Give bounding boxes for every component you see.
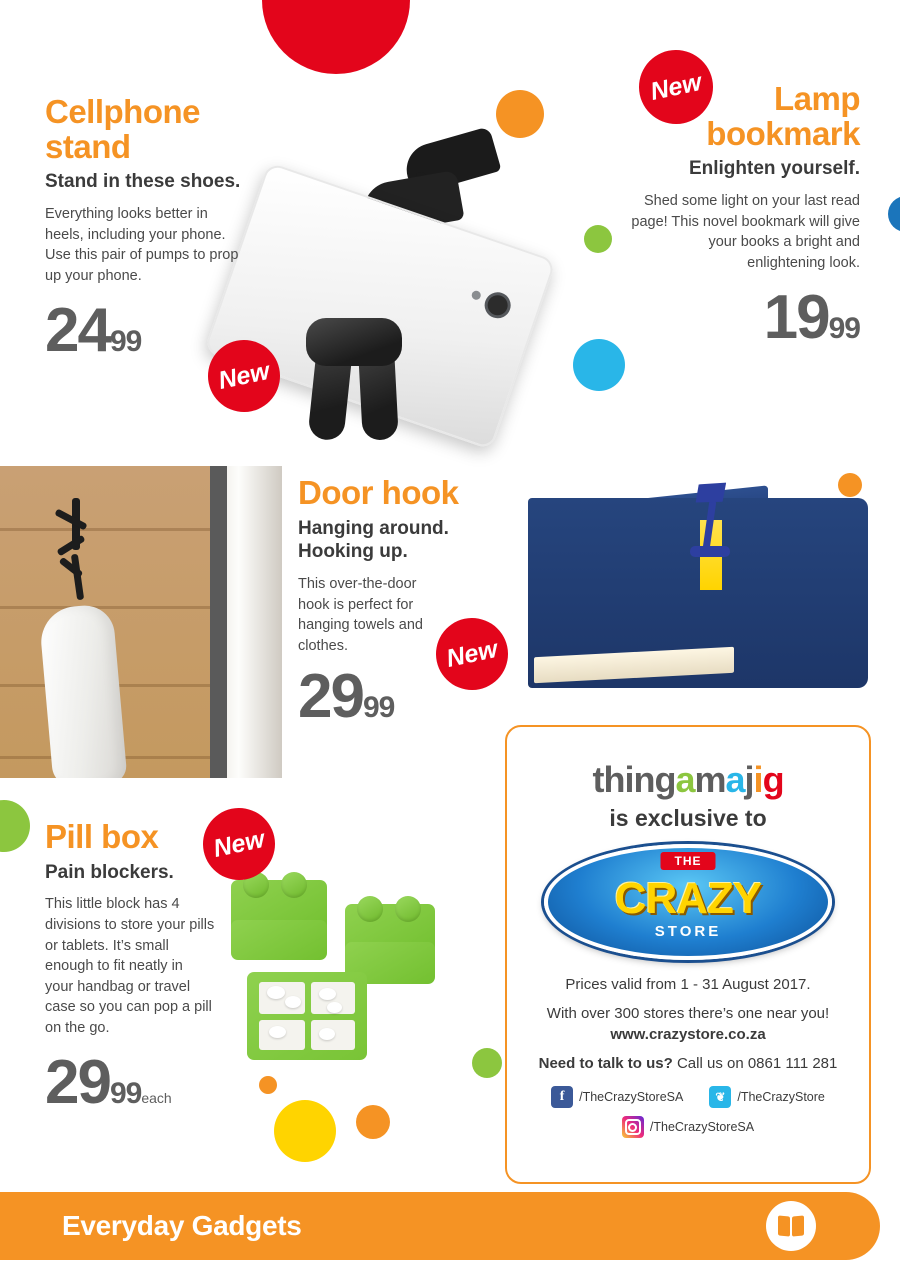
phone-camera-icon <box>481 289 514 322</box>
website-link[interactable]: www.crazystore.co.za <box>610 1026 766 1043</box>
product-price <box>45 1048 230 1118</box>
decor-dot-yellow-1 <box>274 1100 336 1162</box>
product-pill-box <box>45 818 230 1118</box>
brand-letter: i <box>753 759 763 800</box>
new-badge-door-hook: New <box>429 611 514 696</box>
footer-bar <box>0 1192 880 1260</box>
price-rand: 29 <box>45 1048 110 1118</box>
panel-info <box>507 976 869 1072</box>
brand-letter: g <box>654 759 676 800</box>
price-cents: 99 <box>828 312 860 346</box>
decor-dot-green-1 <box>584 225 612 253</box>
social-links-row-2 <box>507 1116 869 1138</box>
hook-icon <box>54 498 100 618</box>
product-subtitle <box>298 517 493 565</box>
twitter-handle: /TheCrazyStore <box>737 1090 825 1104</box>
brand-letter: h <box>603 759 625 800</box>
product-description: This little block has 4 divisions to store your pills or tablets. It’s small enough to fit neatly in your handbag or travel case so you can pop a pill on the go. <box>45 896 215 1036</box>
facebook-handle: /TheCrazyStoreSA <box>579 1090 684 1104</box>
logo-crazy: CRAZY <box>614 873 762 923</box>
twitter-icon: ❦ <box>709 1086 731 1108</box>
validity-text: Prices valid from 1 - 31 August 2017. <box>565 976 811 993</box>
price-rand: 29 <box>298 662 363 732</box>
crazy-store-logo <box>544 844 832 960</box>
instagram-icon <box>622 1116 644 1138</box>
thingamajig-wordmark <box>507 759 869 801</box>
brand-letter: j <box>744 759 754 800</box>
lamp-bookmark-icon <box>678 472 748 582</box>
towel-image <box>38 603 127 778</box>
product-door-hook <box>298 474 493 732</box>
product-description: Everything looks better in heels, including your phone. Use this pair of pumps to prop up your phone. <box>45 206 239 284</box>
price-suffix: each <box>141 1090 172 1107</box>
product-subtitle: Enlighten yourself. <box>688 158 860 180</box>
facebook-link[interactable] <box>551 1086 683 1108</box>
new-badge-lamp-bookmark: New <box>632 43 720 131</box>
twitter-link[interactable] <box>709 1086 825 1108</box>
product-cellphone-stand <box>45 93 245 366</box>
product-price <box>630 283 860 353</box>
pill-box-lid-body <box>231 920 327 960</box>
new-badge-pill-box: New <box>196 801 281 886</box>
price-rand: 19 <box>763 283 829 353</box>
product-description: This over-the-door hook is perfect for hanging towels and clothes. <box>298 576 423 654</box>
brand-letter: a <box>675 759 695 800</box>
brand-letter: t <box>592 759 604 800</box>
price-cents: 99 <box>109 1077 142 1111</box>
footer-title: Everyday Gadgets <box>62 1210 302 1241</box>
price-cents: 99 <box>362 691 395 725</box>
contact-text <box>507 1055 869 1072</box>
product-subtitle: Stand in these shoes. <box>45 171 241 193</box>
shoe-holder-base <box>306 318 402 366</box>
decor-dot-red-top <box>262 0 410 74</box>
pill-box-image <box>215 880 515 1080</box>
new-badge-cellphone-stand: New <box>201 333 286 418</box>
facebook-icon: f <box>551 1086 573 1108</box>
product-subtitle: Pain blockers. <box>45 861 174 883</box>
brand-letter: g <box>762 759 784 800</box>
stores-text: With over 300 stores there’s one near you! <box>546 1005 830 1022</box>
door-hook-image <box>0 466 282 778</box>
decor-dot-blue-1 <box>573 339 625 391</box>
product-subtitle-line1: Hanging around. <box>298 517 449 539</box>
brand-letter: i <box>624 759 634 800</box>
price-rand: 24 <box>45 296 110 366</box>
decor-dot-blue-edge <box>888 196 900 232</box>
product-title: Pill box <box>45 818 159 855</box>
decor-dot-orange-4 <box>356 1105 390 1139</box>
instagram-link[interactable] <box>622 1116 754 1138</box>
exclusive-text: is exclusive to <box>609 805 767 831</box>
logo-store: STORE <box>654 922 722 940</box>
phone-flash-icon <box>471 290 482 301</box>
product-subtitle-line2: Hooking up. <box>298 541 408 563</box>
product-description: Shed some light on your last read page! This novel bookmark will give your books a bright and enlightening look. <box>631 193 860 271</box>
decor-dot-green-edge <box>0 800 30 852</box>
contact-bold: Need to talk to us? <box>538 1055 673 1072</box>
price-cents: 99 <box>109 325 142 359</box>
product-title-line2: bookmark <box>706 114 860 152</box>
product-title-line1: Lamp <box>773 80 860 117</box>
brand-letter: n <box>633 759 655 800</box>
brand-letter: a <box>725 759 745 800</box>
contact-rest: Call us on 0861 111 281 <box>672 1055 838 1072</box>
social-links-row-1 <box>507 1086 869 1108</box>
open-book-icon <box>766 1201 816 1251</box>
instagram-handle: /TheCrazyStoreSA <box>649 1120 755 1134</box>
lamp-bookmark-book-image <box>528 472 868 688</box>
product-title: Cellphone stand <box>45 93 201 165</box>
logo-the: THE <box>661 852 716 870</box>
product-title: Door hook <box>298 474 459 511</box>
thingamajig-panel <box>505 725 871 1184</box>
brand-letter: m <box>694 759 726 800</box>
